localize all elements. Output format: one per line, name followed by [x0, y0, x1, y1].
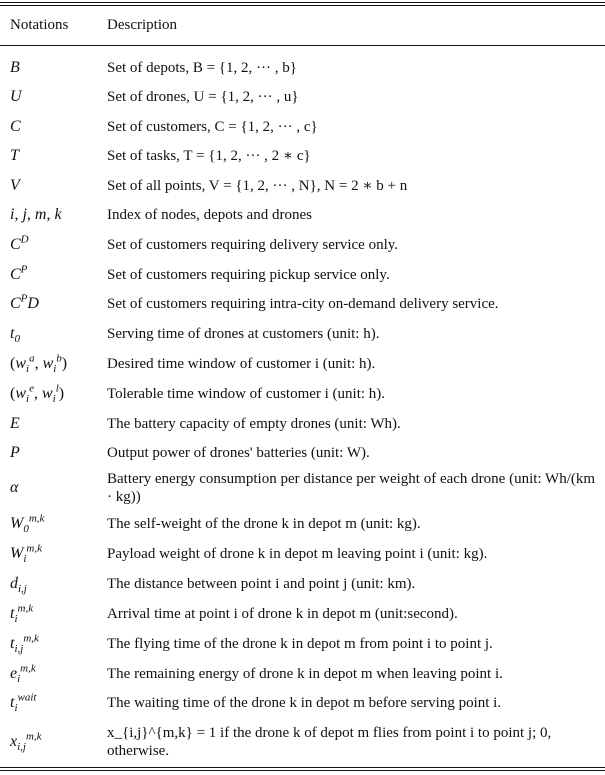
notation-description: Serving time of drones at customers (unit: h).: [107, 326, 380, 342]
notation-description: Desired time window of customer i (unit: h).: [107, 356, 376, 372]
notation-symbol: C: [10, 118, 21, 135]
header-description: Description: [107, 17, 177, 33]
notation-symbol: $d_{i,j}$: [10, 575, 27, 596]
notation-symbol: $W_i^{m,k}$: [10, 542, 42, 566]
notation-symbol: $t_i^{m,k}$: [10, 602, 34, 626]
notation-symbol: B: [10, 59, 20, 76]
notation-symbol: V: [10, 177, 20, 194]
notation-description: Set of depots, B = {1, 2, ··· , b}: [107, 60, 297, 76]
top-rule-1: [0, 2, 605, 3]
header-notations: Notations: [10, 17, 69, 33]
notation-symbol: $C^D$: [10, 233, 29, 253]
notation-description: Tolerable time window of customer i (unit: h).: [107, 386, 386, 402]
notation-symbol: $t_{i,j}^{m,k}$: [10, 632, 39, 656]
notation-description: The self-weight of the drone k in depot m (unit: kg).: [107, 516, 421, 532]
notation-symbol: U: [10, 88, 22, 105]
notation-symbol: $C^PD$: [10, 292, 39, 312]
notation-description: Set of customers requiring delivery service only.: [107, 237, 399, 253]
notation-description: Payload weight of drone k in depot m leaving point i (unit: kg).: [107, 546, 488, 562]
bottom-rule-2: [0, 770, 605, 771]
notation-symbol: $x_{i,j}^{m,k}$: [10, 730, 42, 754]
notation-symbol: T: [10, 147, 19, 164]
notation-symbol: $e_i^{m,k}$: [10, 662, 36, 686]
notation-symbol: $t_i^{wait}$: [10, 691, 37, 715]
notation-symbol: ($w_i^a$, $w_i^b$): [10, 352, 68, 376]
notation-description: Battery energy consumption per distance per weight of each drone (unit: Wh/(km · kg)): [107, 471, 596, 505]
notation-description: Set of customers requiring intra-city on-demand delivery service.: [107, 296, 499, 312]
notation-description: Output power of drones' batteries (unit: W).: [107, 445, 370, 461]
notation-symbol: $C^P$: [10, 263, 28, 283]
notation-symbol: P: [10, 444, 20, 461]
notation-description: The distance between point i and point j (unit: km).: [107, 576, 416, 592]
notation-symbol: $t_0$: [10, 325, 20, 346]
notation-symbol: E: [10, 415, 20, 432]
bottom-rule-1: [0, 767, 605, 768]
notation-symbol: α: [10, 479, 19, 496]
notation-description: Set of all points, V = {1, 2, ··· , N}, N = 2 ∗ b + n: [107, 178, 408, 194]
notation-description: The flying time of the drone k in depot m from point i to point j.: [107, 636, 493, 652]
notation-symbol: i, j, m, k: [10, 206, 62, 223]
notation-description: The battery capacity of empty drones (unit: Wh).: [107, 416, 401, 432]
notation-description: Set of drones, U = {1, 2, ··· , u}: [107, 89, 299, 105]
top-rule-2: [0, 5, 605, 6]
notation-symbol: ($w_i^e$, $w_i^l$): [10, 382, 65, 406]
notation-description: Index of nodes, depots and drones: [107, 207, 312, 223]
notation-symbol: $W_0^{m,k}$: [10, 512, 45, 536]
notation-description: The waiting time of the drone k in depot m before serving point i.: [107, 695, 502, 711]
notation-description: Arrival time at point i of drone k in depot m (unit:second).: [107, 606, 458, 622]
notation-description: x_{i,j}^{m,k} = 1 if the drone k of depot m flies from point i to point j; 0, otherwise.: [107, 725, 552, 759]
header-rule: [0, 45, 605, 46]
notation-description: Set of customers, C = {1, 2, ··· , c}: [107, 119, 318, 135]
notation-description: Set of customers requiring pickup service only.: [107, 267, 390, 283]
notation-description: Set of tasks, T = {1, 2, ··· , 2 ∗ c}: [107, 148, 311, 164]
notation-description: The remaining energy of drone k in depot m when leaving point i.: [107, 666, 503, 682]
